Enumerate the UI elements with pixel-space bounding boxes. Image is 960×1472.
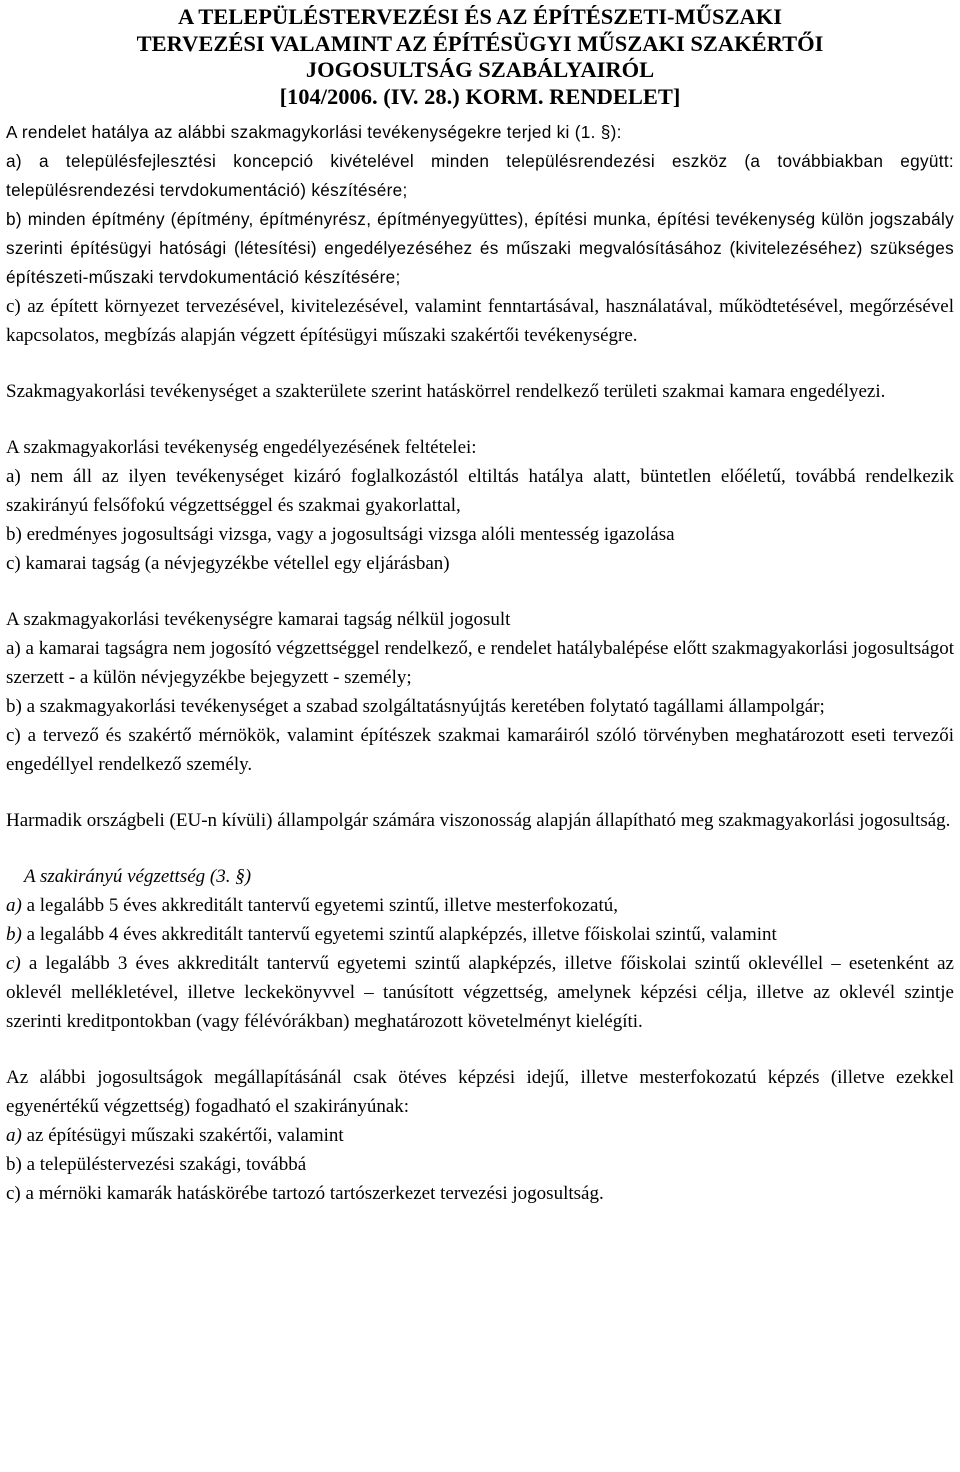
education-item-c-text: a legalább 3 éves akkreditált tantervű egyetemi szintű alapképzés, illetve főiskolai szintű oklevéllel – esetenként az oklevél mellékletével, illetve leckekönyvvel – tanúsított végzettség, amelynek képzési célja, illetve az oklevél szintje szerinti kreditpontokban (vagy félévórákban) meghatározott követelményt kielégíti.: [6, 953, 954, 1032]
education-item-c-mark: c): [6, 953, 21, 974]
education-item-a: [6, 891, 954, 920]
scope-item-a: a) a településfejlesztési koncepció kivételével minden településrendezési eszköz (a továbbiakban együtt: településrendezési tervdokumentáció) készítésére;: [6, 151, 954, 200]
five-year-item-a-mark: a): [6, 1125, 22, 1146]
spacer: [6, 835, 954, 862]
education-item-a-mark: a): [6, 895, 22, 916]
five-year-item-a-text: az építésügyi műszaki szakértői, valamint: [21, 1125, 344, 1146]
title-line-3: JOGOSULTSÁG SZABÁLYAIRÓL: [305, 57, 655, 82]
education-item-c: [6, 949, 954, 1036]
education-item-b-mark: b): [6, 924, 22, 945]
five-year-item-c: c) a mérnöki kamarák hatáskörébe tartozó tartószerkezet tervezési jogosultság.: [6, 1183, 604, 1204]
third-country-paragraph: Harmadik országbeli (EU-n kívüli) állampolgár számára viszonosság alapján állapítható meg szakmagyakorlási jogosultság.: [6, 810, 951, 831]
education-item-b-text: a legalább 4 éves akkreditált tantervű egyetemi szintű alapképzés, illetve főiskolai szintű, valamint: [21, 924, 777, 945]
scope-intro: A rendelet hatálya az alábbi szakmagykorlási tevékenységekre terjed ki (1. §):: [6, 122, 622, 142]
document-title: [6, 4, 954, 110]
education-item-b: [6, 920, 954, 949]
chamber-paragraph: Szakmagyakorlási tevékenységet a szakterülete szerint hatáskörrel rendelkező területi szakmai kamara engedélyezi.: [6, 381, 886, 402]
title-line-2: TERVEZÉSI VALAMINT AZ ÉPÍTÉSÜGYI MŰSZAKI SZAKÉRTŐI: [136, 30, 824, 56]
education-heading: A szakirányú végzettség (3. §): [24, 866, 252, 887]
five-year-item-b: b) a településtervezési szakági, továbbá: [6, 1154, 307, 1175]
five-year-item-a: [6, 1121, 954, 1150]
spacer: [6, 1036, 954, 1063]
title-line-4: [104/2006. (IV. 28.) KORM. RENDELET]: [279, 83, 681, 109]
document-page: [0, 4, 960, 1208]
scope-item-c: c) az épített környezet tervezésével, kivitelezésével, valamint fenntartásával, használatával, működtetésével, megőrzésével kapcsolatos, megbízás alapján végzett építésügyi műszaki szakértői tevékenységre.: [6, 296, 954, 346]
conditions-item-c: c) kamarai tagság (a névjegyzékbe vétellel egy eljárásban): [6, 553, 450, 574]
spacer: [6, 350, 954, 377]
conditions-item-b: b) eredményes jogosultsági vizsga, vagy a jogosultsági vizsga alóli mentesség igazolása: [6, 524, 675, 545]
without-membership-item-a: a) a kamarai tagságra nem jogosító végzettséggel rendelkező, e rendelet hatálybalépése előtt szakmagyakorlási jogosultságot szerzett - a külön névjegyzékbe bejegyzett - személy;: [6, 638, 954, 688]
conditions-heading: A szakmagyakorlási tevékenység engedélyezésének feltételei:: [6, 437, 477, 458]
education-item-a-text: a legalább 5 éves akkreditált tantervű egyetemi szintű, illetve mesterfokozatú,: [21, 895, 618, 916]
title-line-1: A TELEPÜLÉSTERVEZÉSI ÉS AZ ÉPÍTÉSZETI-MŰSZAKI: [177, 4, 783, 29]
five-year-intro: Az alábbi jogosultságok megállapításánál csak ötéves képzési idejű, illetve mesterfokozatú képzés (illetve ezekkel egyenértékű végzettség) fogadható el szakirányúnak:: [6, 1067, 954, 1117]
spacer: [6, 578, 954, 605]
without-membership-item-b: b) a szakmagyakorlási tevékenységet a szabad szolgáltatásnyújtás keretében folytató tagállami állampolgár;: [6, 696, 825, 717]
without-membership-item-c: c) a tervező és szakértő mérnökök, valamint építészek szakmai kamaráiról szóló törvényben meghatározott eseti tervezői engedéllyel rendelkező személy.: [6, 725, 954, 775]
spacer: [6, 406, 954, 433]
spacer: [6, 779, 954, 806]
scope-item-b: b) minden építmény (építmény, építményrész, építményegyüttes), építési munka, építési tevékenység külön jogszabály szerinti építésügyi hatósági (létesítési) engedélyezéséhez és műszaki megvalósításához (kivitelezéséhez) szükséges építészeti-műszaki tervdokumentáció készítésére;: [6, 209, 954, 287]
conditions-item-a: a) nem áll az ilyen tevékenységet kizáró foglalkozástól eltiltás hatálya alatt, büntetlen előéletű, továbbá rendelkezik szakirányú felsőfokú végzettséggel és szakmai gyakorlattal,: [6, 466, 954, 516]
without-membership-heading: A szakmagyakorlási tevékenységre kamarai tagság nélkül jogosult: [6, 609, 511, 630]
